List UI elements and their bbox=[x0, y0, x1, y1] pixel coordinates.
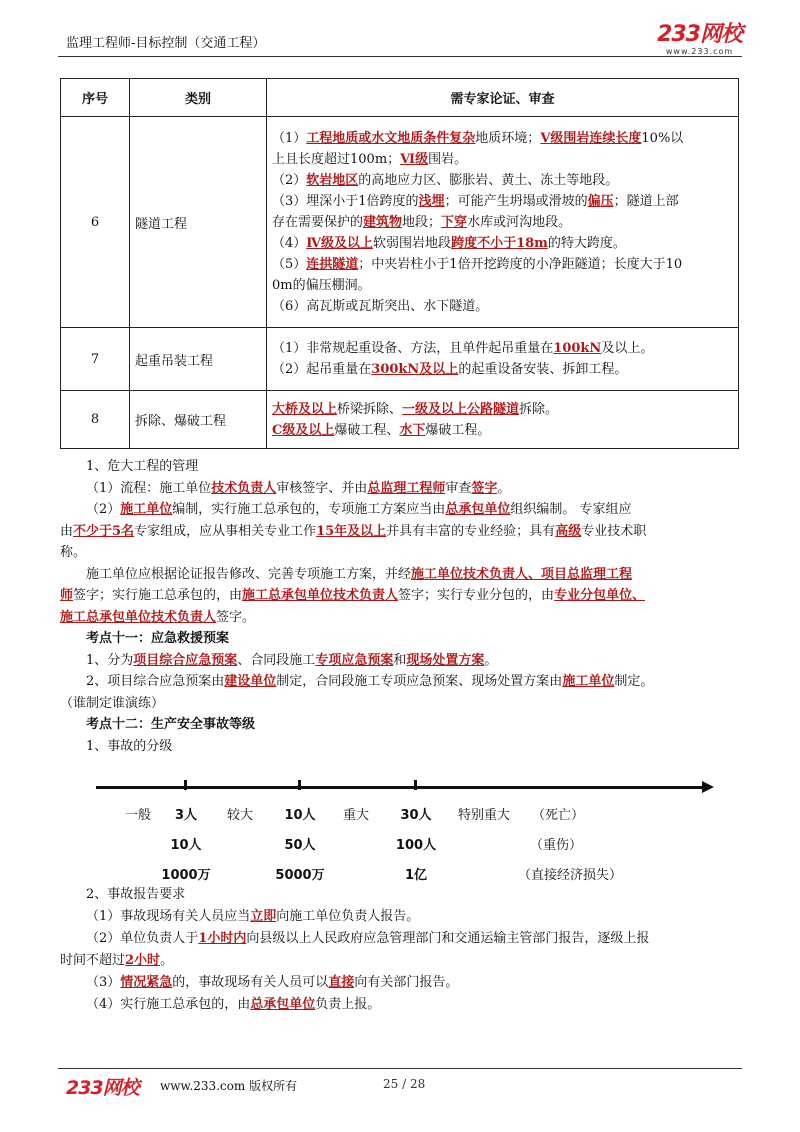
scale-label-general: 一般 bbox=[124, 808, 152, 823]
key-term: 专项应急预案 bbox=[315, 652, 394, 668]
key-term: 直接 bbox=[328, 975, 355, 990]
scale-loss-1000w: 1000万 bbox=[161, 868, 211, 883]
key-term: 100kN bbox=[553, 341, 602, 356]
scale-label-major: 重大 bbox=[342, 808, 370, 823]
body-text-report bbox=[60, 884, 742, 1016]
text-run: 1、分为 bbox=[86, 652, 134, 668]
row-requirements bbox=[267, 391, 739, 449]
text-run: 施工单位应根据论证报告修改、完善专项施工方案，并经 bbox=[86, 566, 412, 582]
key-term: 2小时 bbox=[125, 953, 161, 968]
paragraph bbox=[60, 994, 742, 1016]
key-term: 施工单位技术负责人、项目总监理工程 bbox=[411, 566, 633, 582]
scale-death-30: 30人 bbox=[400, 808, 432, 823]
key-term: 总监理工程师 bbox=[367, 480, 446, 496]
header-requirement: 需专家论证、审查 bbox=[267, 79, 739, 117]
scale-arrow-icon bbox=[702, 781, 714, 793]
key-term: 一级及以上公路隧道 bbox=[402, 401, 520, 417]
requirement-line bbox=[272, 296, 733, 317]
text-run: ；隧道上部 bbox=[613, 193, 679, 209]
text-run: （1）事故现场有关人员应当 bbox=[86, 909, 251, 924]
text-run: 1、危大工程的管理 bbox=[86, 459, 199, 474]
text-run: 编制，实行施工总承包的，专项施工方案应当由 bbox=[172, 502, 446, 517]
scale-axis bbox=[96, 786, 704, 789]
text-run: 和 bbox=[393, 652, 407, 668]
header-category: 类别 bbox=[130, 79, 267, 117]
key-term: 师 bbox=[60, 588, 74, 603]
scale-label-larger: 较大 bbox=[226, 808, 254, 823]
text-run: 专业技术职 bbox=[581, 523, 647, 539]
key-term: 浅埋 bbox=[418, 193, 445, 209]
scale-unit-loss: （直接经济损失） bbox=[517, 868, 623, 883]
key-term: 总承包单位 bbox=[250, 997, 316, 1012]
text-run: （2） bbox=[86, 502, 121, 517]
text-run: 由 bbox=[60, 523, 74, 539]
key-term: 15年及以上 bbox=[316, 523, 387, 539]
key-term: Ⅴ级围岩连续长度 bbox=[540, 130, 642, 146]
text-run: 围岩。 bbox=[428, 151, 468, 167]
paragraph bbox=[60, 607, 742, 629]
row-category: 拆除、爆破工程 bbox=[130, 391, 267, 449]
paragraph bbox=[60, 628, 742, 650]
text-run: 。 bbox=[160, 953, 174, 968]
key-term: 签字 bbox=[471, 480, 498, 496]
scale-loss-5000w: 5000万 bbox=[275, 868, 325, 883]
footer-divider bbox=[58, 1068, 742, 1069]
row-number: 8 bbox=[61, 391, 130, 449]
header-divider bbox=[58, 56, 742, 57]
text-run: 。 bbox=[484, 652, 498, 668]
text-run: 负责上报。 bbox=[315, 997, 381, 1012]
key-term: 施工单位 bbox=[562, 674, 615, 689]
text-run: 称。 bbox=[60, 545, 87, 560]
page-number: 25 / 28 bbox=[383, 1077, 426, 1091]
key-term: 高级 bbox=[555, 523, 582, 539]
text-run: 向县级以上人民政府应急管理部门和交通运输主管部门报告，逐级上报 bbox=[246, 931, 650, 946]
requirement-line bbox=[272, 191, 733, 212]
key-term: 技术负责人 bbox=[211, 480, 277, 496]
text-run: 签字；实行专业分包的，由 bbox=[398, 588, 555, 603]
logo-text: 233网校 bbox=[657, 22, 742, 47]
scale-death-3: 3人 bbox=[174, 808, 198, 823]
key-term: 工程地质或水文地质条件复杂 bbox=[306, 130, 476, 146]
key-term: 情况紧急 bbox=[120, 975, 173, 990]
requirement-line bbox=[272, 254, 733, 275]
paragraph bbox=[60, 478, 742, 500]
paragraph bbox=[60, 906, 742, 928]
requirement-line bbox=[272, 275, 733, 296]
key-term: 施工总承包单位技术负责人 bbox=[60, 609, 217, 625]
paragraph bbox=[60, 736, 742, 758]
key-term: 现场处置方案 bbox=[406, 652, 485, 668]
text-run: （4） bbox=[272, 235, 307, 251]
text-run: 1、事故的分级 bbox=[86, 738, 173, 754]
scale-injury-50: 50人 bbox=[284, 838, 316, 853]
text-run: 的起重设备安装、拆卸工程。 bbox=[458, 362, 628, 377]
body-text bbox=[60, 456, 742, 757]
row-number: 6 bbox=[61, 117, 130, 328]
footer-logo: 233网校 bbox=[66, 1077, 139, 1099]
text-run: （3） bbox=[86, 975, 121, 990]
text-run: 考点十一：应急救援预案 bbox=[86, 631, 230, 646]
text-run: 上且长度超过100m； bbox=[272, 151, 401, 167]
text-run: 向有关部门报告。 bbox=[354, 975, 459, 990]
scale-injury-100: 100人 bbox=[395, 838, 437, 853]
key-term: 总承包单位 bbox=[445, 502, 511, 517]
text-run: 制定。 bbox=[614, 674, 654, 689]
table-row bbox=[61, 391, 739, 449]
requirement-line bbox=[272, 170, 733, 191]
requirement-line bbox=[272, 212, 733, 233]
expert-review-table bbox=[60, 78, 739, 449]
document-header-title: 监理工程师-目标控制（交通工程） bbox=[66, 36, 266, 51]
paragraph bbox=[60, 950, 742, 972]
logo bbox=[657, 24, 742, 56]
row-requirements bbox=[267, 328, 739, 391]
text-run: （4）实行施工总承包的，由 bbox=[86, 997, 251, 1012]
requirement-line bbox=[272, 359, 733, 380]
text-run: ；可能产生坍塌或滑坡的 bbox=[444, 193, 588, 209]
paragraph bbox=[60, 542, 742, 564]
requirement-line bbox=[272, 128, 733, 149]
text-run: ；中夹岩柱小于1倍开挖跨度的小净距隧道；长度大于10 bbox=[358, 256, 683, 272]
paragraph bbox=[60, 456, 742, 478]
text-run: （谁制定谁演练） bbox=[60, 695, 165, 711]
key-term: 项目综合应急预案 bbox=[133, 652, 238, 668]
text-run: 10%以 bbox=[641, 130, 684, 146]
text-run: 0m的偏压棚洞。 bbox=[272, 277, 371, 293]
text-run: （6）高瓦斯或瓦斯突出、水下隧道。 bbox=[272, 298, 489, 314]
key-term: 下穿 bbox=[441, 214, 468, 230]
paragraph bbox=[60, 972, 742, 994]
key-term: 1小时内 bbox=[198, 931, 247, 946]
row-requirements bbox=[267, 117, 739, 328]
key-term: 连拱隧道 bbox=[306, 256, 359, 272]
scale-unit-death: （死亡） bbox=[531, 808, 585, 823]
text-run: 的高地应力区、膨胀岩、黄土、冻土等地段。 bbox=[358, 172, 619, 188]
text-run: 2、事故报告要求 bbox=[86, 887, 186, 902]
text-run: 签字；实行施工总承包的，由 bbox=[73, 588, 243, 603]
requirement-line bbox=[272, 399, 733, 420]
text-run: 考点十二：生产安全事故等级 bbox=[86, 717, 256, 732]
text-run: 地质环境； bbox=[475, 130, 541, 146]
requirement-line bbox=[272, 420, 733, 441]
scale-tick bbox=[184, 780, 187, 790]
text-run: 、合同段施工 bbox=[237, 652, 316, 668]
text-run: （5） bbox=[272, 256, 307, 272]
text-run: （3）埋深小于1倍跨度的 bbox=[272, 193, 419, 209]
key-term: 水下 bbox=[399, 422, 426, 438]
paragraph bbox=[60, 671, 742, 693]
table-row bbox=[61, 328, 739, 391]
text-run: 。 bbox=[497, 480, 511, 496]
footer-site: www.233.com 版权所有 bbox=[160, 1079, 298, 1093]
text-run: 水库或河沟地段。 bbox=[467, 214, 572, 230]
text-run: 爆破工程。 bbox=[425, 422, 491, 438]
key-term: 跨度不小于18m bbox=[451, 235, 548, 251]
key-term: 建设单位 bbox=[224, 674, 277, 689]
text-run: 审查 bbox=[445, 480, 472, 496]
key-term: Ⅳ级及以上 bbox=[306, 235, 374, 251]
logo-subtext: www.233.com bbox=[665, 47, 734, 56]
key-term: 施工单位 bbox=[120, 502, 173, 517]
text-run: 并具有丰富的专业经验；具有 bbox=[386, 523, 556, 539]
key-term: 300kN及以上 bbox=[371, 362, 459, 377]
requirement-line bbox=[272, 149, 733, 170]
key-term: 专业分包单位、 bbox=[554, 588, 646, 603]
header-number: 序号 bbox=[61, 79, 130, 117]
paragraph bbox=[60, 714, 742, 736]
text-run: 及以上。 bbox=[601, 341, 654, 356]
requirement-line bbox=[272, 233, 733, 254]
paragraph bbox=[60, 928, 742, 950]
key-term: 大桥及以上 bbox=[272, 401, 338, 417]
text-run: （2）起吊重量在 bbox=[272, 362, 372, 377]
text-run: 拆除。 bbox=[519, 401, 559, 417]
text-run: 审核签字、并由 bbox=[276, 480, 368, 496]
text-run: 的，事故现场有关人员可以 bbox=[172, 975, 329, 990]
text-run: 向施工单位负责人报告。 bbox=[276, 909, 420, 924]
key-term: Ⅵ级 bbox=[400, 151, 429, 167]
scale-loss-1yi: 1亿 bbox=[404, 868, 428, 883]
scale-tick bbox=[414, 780, 417, 790]
text-run: （1）流程：施工单位 bbox=[86, 480, 212, 496]
scale-death-10: 10人 bbox=[284, 808, 316, 823]
key-term: 不少于5名 bbox=[73, 523, 135, 539]
text-run: 地段； bbox=[402, 214, 442, 230]
scale-unit-injury: （重伤） bbox=[529, 838, 583, 853]
text-run: 专家组成，应从事相关专业工作 bbox=[134, 523, 317, 539]
key-term: 建筑物 bbox=[363, 214, 403, 230]
table-row bbox=[61, 117, 739, 328]
text-run: （1）非常规起重设备、方法，且单件起吊重量在 bbox=[272, 341, 554, 356]
text-run: 桥梁拆除、 bbox=[337, 401, 403, 417]
text-run: 签字。 bbox=[216, 609, 256, 625]
paragraph bbox=[60, 884, 742, 906]
text-run: （1） bbox=[272, 130, 307, 146]
text-run: 制定，合同段施工专项应急预案、现场处置方案由 bbox=[276, 674, 563, 689]
row-category: 起重吊装工程 bbox=[130, 328, 267, 391]
text-run: 软弱围岩地段 bbox=[373, 235, 452, 251]
key-term: C级及以上 bbox=[272, 422, 335, 438]
paragraph bbox=[60, 499, 742, 521]
paragraph bbox=[60, 521, 742, 543]
text-run: （2）单位负责人于 bbox=[86, 931, 199, 946]
paragraph bbox=[60, 564, 742, 586]
text-run: 爆破工程、 bbox=[334, 422, 400, 438]
scale-tick bbox=[298, 780, 301, 790]
scale-injury-10: 10人 bbox=[170, 838, 202, 853]
paragraph bbox=[60, 585, 742, 607]
requirement-line bbox=[272, 338, 733, 359]
text-run: 时间不超过 bbox=[60, 953, 126, 968]
paragraph bbox=[60, 693, 742, 715]
key-term: 立即 bbox=[250, 909, 277, 924]
table-header-row bbox=[61, 79, 739, 117]
key-term: 软岩地区 bbox=[306, 172, 359, 188]
key-term: 施工总承包单位技术负责人 bbox=[242, 588, 399, 603]
paragraph bbox=[60, 650, 742, 672]
row-category: 隧道工程 bbox=[130, 117, 267, 328]
text-run: 组织编制。 专家组应 bbox=[510, 502, 632, 517]
text-run: 存在需要保护的 bbox=[272, 214, 364, 230]
key-term: 偏压 bbox=[587, 193, 614, 209]
text-run: 的特大跨度。 bbox=[547, 235, 626, 251]
text-run: 2、项目综合应急预案由 bbox=[86, 674, 225, 689]
text-run: （2） bbox=[272, 172, 307, 188]
accident-level-scale bbox=[62, 776, 742, 886]
scale-label-extremely-major: 特别重大 bbox=[457, 808, 511, 823]
row-number: 7 bbox=[61, 328, 130, 391]
